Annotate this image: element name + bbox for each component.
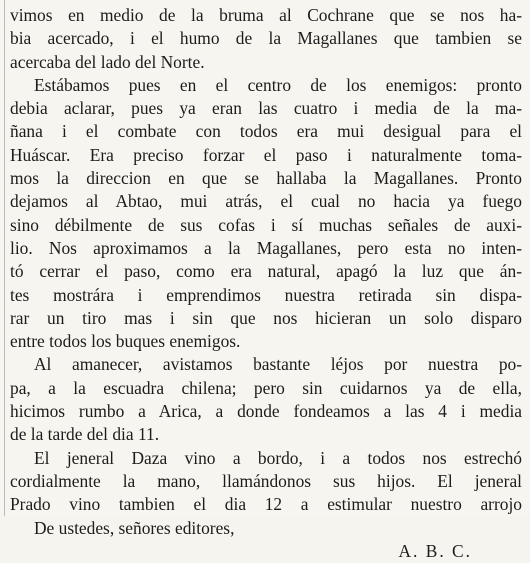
signature: A. B. C. bbox=[398, 540, 472, 561]
text-line: Al amanecer, avistamos bastante léjos por nuestra po- bbox=[34, 354, 522, 375]
text-line: bia acercado, i el humo de la Magallanes que tambien se bbox=[10, 28, 522, 49]
text-line: tes mostrára i emprendimos nuestra retirada sin dispa- bbox=[10, 284, 522, 305]
text-line: tó cerrar el paso, como era natural, apagó la luz que án- bbox=[10, 261, 522, 282]
text-line: mos la direccion en que se hallaba la Magallanes. Pronto bbox=[10, 168, 522, 189]
text-line: pa, a la escuadra chilena; pero sin cuidarnos ya de ella, bbox=[10, 377, 522, 398]
text-line: vimos en medio de la bruma al Cochrane que se nos ha- bbox=[10, 5, 522, 25]
text-line: cordialmente la mano, llamándonos sus hijos. El jeneral bbox=[10, 470, 522, 491]
text-line: rar un tiro mas i sin que nos hicieran un solo disparo bbox=[10, 307, 522, 328]
text-line: Huáscar. Era preciso forzar el paso i naturalmente toma- bbox=[10, 144, 522, 165]
text-line: ñana i el combate con todos era mui desigual para el bbox=[10, 121, 522, 142]
text-line: Prado vino tambien el dia 12 a estimular nuestro arrojo bbox=[10, 494, 522, 515]
text-column bbox=[10, 4, 522, 563]
text-line: El jeneral Daza vino a bordo, i a todos nos estrechó bbox=[34, 447, 522, 468]
page-edge-rule bbox=[4, 0, 5, 516]
text-line: sino débilmente de sus cofas i sí muchas señales de auxi- bbox=[10, 214, 522, 235]
text-line: De ustedes, señores editores, bbox=[34, 517, 235, 538]
text-line: Estábamos pues en el centro de los enemigos: pronto bbox=[34, 74, 522, 95]
text-line: debia aclarar, pues ya eran las cuatro i media de la ma- bbox=[10, 98, 522, 119]
text-line: entre todos los buques enemigos. bbox=[10, 331, 241, 352]
text-line: dejamos al Abtao, mui atrás, el cual no hacia ya fuego bbox=[10, 191, 522, 212]
text-line: hicimos rumbo a Arica, a donde fondeamos a las 4 i media bbox=[10, 401, 522, 422]
text-line: acercaba del lado del Norte. bbox=[10, 51, 205, 72]
text-line: lio. Nos aproximamos a la Magallanes, pero esta no inten- bbox=[10, 237, 522, 258]
text-line: de la tarde del dia 11. bbox=[10, 424, 160, 445]
